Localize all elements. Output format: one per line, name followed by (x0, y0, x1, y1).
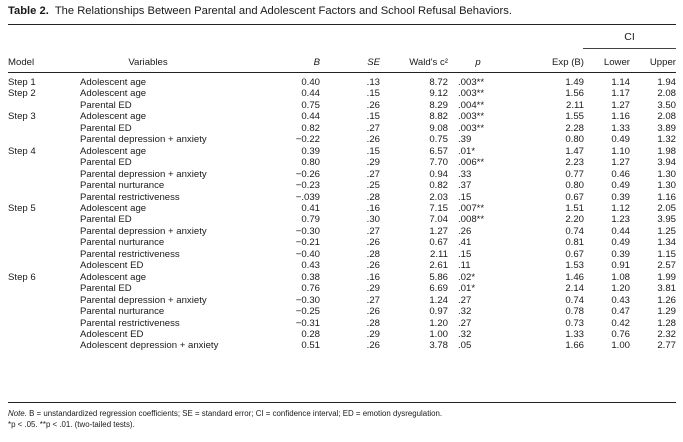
table-body (8, 77, 676, 352)
cell-expb: 0.74 (565, 294, 584, 306)
cell-b: −0.26 (295, 168, 320, 180)
cell-model: Step 4 (8, 145, 36, 157)
cell-expb: 0.78 (565, 306, 584, 318)
cell-p: .41 (458, 237, 472, 249)
cell-lower: 0.42 (611, 317, 630, 329)
cell-b: 0.80 (301, 157, 320, 169)
note-line-2: *p < .05. **p < .01. (two-tailed tests). (8, 420, 135, 429)
cell-expb: 1.66 (565, 340, 584, 352)
cell-upper: 2.08 (657, 88, 676, 100)
table-row (8, 318, 676, 329)
cell-model: Step 1 (8, 77, 36, 88)
cell-variable: Parental restrictiveness (80, 191, 180, 203)
cell-b: −0.40 (295, 248, 320, 260)
cell-variable: Parental ED (80, 283, 132, 295)
table-row (8, 295, 676, 306)
cell-p: .008** (458, 214, 485, 226)
cell-wald: 0.67 (429, 237, 448, 249)
cell-lower: 1.27 (611, 99, 630, 111)
col-lower: Lower (603, 56, 630, 68)
cell-wald: 6.57 (429, 145, 448, 157)
cell-model (8, 329, 80, 340)
cell-wald: 1.27 (429, 225, 448, 237)
cell-se: .15 (366, 88, 380, 100)
cell-b: −0.21 (295, 237, 320, 249)
cell-wald: 1.24 (429, 294, 448, 306)
cell-model (8, 169, 80, 180)
cell-model (8, 249, 80, 260)
cell-b: −0.25 (295, 306, 320, 318)
cell-wald: 5.86 (429, 271, 448, 283)
cell-upper: 1.34 (657, 237, 676, 249)
cell-b: −0.30 (295, 225, 320, 237)
cell-upper: 1.98 (657, 145, 676, 157)
cell-se: .26 (366, 134, 380, 146)
cell-se: .16 (366, 271, 380, 283)
cell-se: .16 (366, 202, 380, 214)
cell-lower: 0.49 (611, 237, 630, 249)
table-row (8, 226, 676, 237)
cell-model (8, 134, 80, 145)
cell-b: 0.39 (301, 145, 320, 157)
cell-expb: 2.14 (565, 283, 584, 295)
cell-upper: 3.95 (657, 214, 676, 226)
cell-b: 0.82 (301, 122, 320, 134)
cell-model (8, 157, 80, 168)
cell-upper: 1.94 (657, 77, 676, 88)
cell-p: .39 (458, 134, 472, 146)
cell-lower: 1.23 (611, 214, 630, 226)
cell-upper: 3.89 (657, 122, 676, 134)
cell-upper: 2.77 (657, 340, 676, 352)
cell-upper: 1.30 (657, 168, 676, 180)
cell-variable: Parental nurturance (80, 306, 165, 318)
cell-lower: 1.12 (611, 202, 630, 214)
cell-expb: 0.73 (565, 317, 584, 329)
cell-expb: 0.80 (565, 180, 584, 192)
table-row (8, 203, 676, 214)
cell-upper: 1.15 (657, 248, 676, 260)
cell-model (8, 318, 80, 329)
cell-wald: 8.82 (429, 111, 448, 123)
cell-model: Step 6 (8, 271, 36, 283)
cell-se: .29 (366, 328, 380, 340)
cell-p: .05 (458, 340, 472, 352)
cell-upper: 2.05 (657, 202, 676, 214)
cell-b: 0.28 (301, 328, 320, 340)
cell-se: .29 (366, 283, 380, 295)
cell-upper: 2.08 (657, 111, 676, 123)
cell-b: 0.79 (301, 214, 320, 226)
cell-lower: 0.39 (611, 248, 630, 260)
cell-expb: 1.46 (565, 271, 584, 283)
cell-variable: Parental restrictiveness (80, 317, 180, 329)
cell-p: .004** (458, 99, 485, 111)
cell-b: −0.31 (295, 317, 320, 329)
cell-b: 0.75 (301, 99, 320, 111)
table-row (8, 157, 676, 168)
cell-lower: 1.17 (611, 88, 630, 100)
cell-variable: Adolescent age (80, 88, 147, 100)
cell-variable: Parental depression + anxiety (80, 225, 207, 237)
results-table (8, 53, 676, 352)
cell-wald: 1.20 (429, 317, 448, 329)
cell-lower: 0.49 (611, 134, 630, 146)
cell-variable: Parental depression + anxiety (80, 294, 207, 306)
cell-model (8, 100, 80, 111)
cell-wald: 0.97 (429, 306, 448, 318)
cell-p: .15 (458, 248, 472, 260)
col-se: SE (367, 56, 380, 68)
cell-variable: Parental depression + anxiety (80, 168, 207, 180)
cell-p: .32 (458, 328, 472, 340)
col-model: Model (8, 56, 35, 68)
cell-upper: 2.57 (657, 260, 676, 272)
cell-p: .15 (458, 191, 472, 203)
cell-expb: 0.67 (565, 191, 584, 203)
note-line-1 (8, 408, 442, 419)
cell-wald: 2.61 (429, 260, 448, 272)
cell-wald: 2.03 (429, 191, 448, 203)
table-row (8, 306, 676, 317)
cell-wald: 6.69 (429, 283, 448, 295)
cell-se: .26 (366, 99, 380, 111)
cell-p: .003** (458, 111, 485, 123)
cell-wald: 0.82 (429, 180, 448, 192)
cell-expb: 0.80 (565, 134, 584, 146)
cell-se: .28 (366, 191, 380, 203)
cell-expb: 0.67 (565, 248, 584, 260)
cell-lower: 0.39 (611, 191, 630, 203)
table-row (8, 283, 676, 294)
cell-lower: 1.16 (611, 111, 630, 123)
cell-variable: Adolescent depression + anxiety (80, 340, 219, 352)
cell-lower: 0.76 (611, 328, 630, 340)
col-upper: Upper (649, 56, 676, 68)
cell-wald: 9.12 (429, 88, 448, 100)
table-row (8, 100, 676, 111)
cell-se: .28 (366, 248, 380, 260)
cell-wald: 7.15 (429, 202, 448, 214)
cell-se: .27 (366, 168, 380, 180)
cell-lower: 1.14 (611, 77, 630, 88)
cell-wald: 9.08 (429, 122, 448, 134)
cell-variable: Parental ED (80, 157, 132, 169)
col-p: p (475, 56, 481, 68)
cell-p: .006** (458, 157, 485, 169)
bottom-rule (8, 402, 676, 403)
cell-expb: 2.11 (566, 99, 584, 111)
cell-se: .13 (366, 77, 380, 88)
table-row (8, 329, 676, 340)
cell-expb: 0.77 (565, 168, 584, 180)
cell-model (8, 283, 80, 294)
cell-variable: Parental restrictiveness (80, 248, 180, 260)
cell-wald: 8.29 (429, 99, 448, 111)
cell-model (8, 192, 80, 203)
cell-model (8, 260, 80, 271)
col-wald: Wald's c² (409, 56, 448, 68)
cell-lower: 0.44 (611, 225, 630, 237)
table-title (8, 5, 512, 17)
cell-variable: Parental ED (80, 122, 132, 134)
cell-b: 0.41 (301, 202, 320, 214)
cell-variable: Adolescent age (80, 202, 147, 214)
cell-b: −0.30 (295, 294, 320, 306)
cell-lower: 0.49 (611, 180, 630, 192)
table-row (8, 192, 676, 203)
cell-se: .30 (366, 214, 380, 226)
cell-upper: 1.28 (657, 317, 676, 329)
table-note (8, 408, 442, 430)
cell-expb: 1.33 (565, 328, 584, 340)
cell-b: 0.51 (301, 340, 320, 352)
cell-se: .15 (366, 111, 380, 123)
cell-p: .32 (458, 306, 472, 318)
table-row (8, 169, 676, 180)
cell-b: 0.38 (301, 271, 320, 283)
table-label: Table 2. (8, 5, 49, 17)
cell-upper: 1.29 (657, 306, 676, 318)
cell-se: .29 (366, 157, 380, 169)
note-definitions: B = unstandardized regression coefficients; SE = standard error; CI = confidence interval; ED = emotion dysregulation. (29, 409, 443, 418)
cell-model: Step 3 (8, 111, 36, 123)
table-row (8, 249, 676, 260)
cell-model: Step 5 (8, 202, 36, 214)
cell-upper: 1.99 (657, 271, 676, 283)
cell-se: .27 (366, 294, 380, 306)
cell-wald: 0.75 (429, 134, 448, 146)
cell-upper: 2.32 (657, 328, 676, 340)
table-row (8, 77, 676, 88)
table-row (8, 123, 676, 134)
cell-wald: 1.00 (429, 328, 448, 340)
cell-se: .26 (366, 306, 380, 318)
cell-variable: Parental ED (80, 99, 132, 111)
cell-p: .003** (458, 88, 485, 100)
col-variables: Variables (128, 56, 168, 68)
cell-b: 0.44 (301, 111, 320, 123)
cell-lower: 1.00 (611, 340, 630, 352)
cell-variable: Adolescent age (80, 271, 147, 283)
cell-upper: 3.81 (657, 283, 676, 295)
cell-lower: 1.33 (611, 122, 630, 134)
cell-upper: 1.32 (657, 134, 676, 146)
table-caption: The Relationships Between Parental and Adolescent Factors and School Refusal Behaviors. (54, 5, 512, 17)
cell-model (8, 295, 80, 306)
table-row (8, 340, 676, 351)
cell-se: .27 (366, 122, 380, 134)
cell-p: .01* (458, 283, 476, 295)
cell-upper: 1.30 (657, 180, 676, 192)
cell-p: .27 (458, 294, 472, 306)
cell-model (8, 214, 80, 225)
cell-expb: 1.55 (565, 111, 584, 123)
table-row (8, 111, 676, 122)
cell-model (8, 237, 80, 248)
table-row (8, 88, 676, 99)
cell-wald: 0.94 (429, 168, 448, 180)
cell-p: .26 (458, 225, 472, 237)
cell-b: 0.44 (301, 88, 320, 100)
cell-lower: 1.20 (611, 283, 630, 295)
cell-expb: 0.81 (565, 237, 584, 249)
cell-model (8, 306, 80, 317)
cell-lower: 1.27 (611, 157, 630, 169)
cell-lower: 0.91 (611, 260, 630, 272)
cell-lower: 0.43 (611, 294, 630, 306)
cell-upper: 1.26 (657, 294, 676, 306)
cell-lower: 1.10 (611, 145, 630, 157)
col-expb: Exp (B) (552, 56, 584, 68)
cell-variable: Parental nurturance (80, 180, 165, 192)
cell-b: −.039 (295, 191, 320, 203)
cell-variable: Adolescent age (80, 145, 147, 157)
cell-upper: 3.50 (657, 99, 676, 111)
cell-lower: 0.46 (611, 168, 630, 180)
cell-upper: 3.94 (657, 157, 676, 169)
table-row (8, 260, 676, 271)
cell-variable: Adolescent ED (80, 260, 144, 272)
cell-p: .02* (458, 271, 476, 283)
table-row (8, 237, 676, 248)
cell-p: .37 (458, 180, 472, 192)
cell-expb: 2.28 (565, 122, 584, 134)
cell-lower: 1.08 (611, 271, 630, 283)
cell-p: .11 (458, 260, 471, 272)
cell-expb: 1.53 (565, 260, 584, 272)
cell-b: 0.76 (301, 283, 320, 295)
cell-se: .25 (366, 180, 380, 192)
ci-group-header: CI (624, 31, 635, 43)
cell-expb: 1.47 (565, 145, 584, 157)
cell-expb: 1.51 (565, 202, 584, 214)
cell-b: −0.23 (295, 180, 320, 192)
cell-p: .27 (458, 317, 472, 329)
cell-model (8, 340, 80, 351)
top-rule (8, 24, 676, 25)
table-row (8, 214, 676, 225)
cell-wald: 3.78 (429, 340, 448, 352)
cell-upper: 1.25 (657, 225, 676, 237)
cell-p: .01* (458, 145, 476, 157)
cell-variable: Parental ED (80, 214, 132, 226)
table-row (8, 180, 676, 191)
col-b: B (313, 56, 320, 68)
cell-variable: Parental depression + anxiety (80, 134, 207, 146)
cell-p: .007** (458, 202, 485, 214)
cell-model: Step 2 (8, 88, 36, 100)
cell-model (8, 180, 80, 191)
cell-lower: 0.47 (611, 306, 630, 318)
cell-variable: Parental nurturance (80, 237, 165, 249)
note-label: Note. (8, 409, 27, 418)
cell-expb: 2.20 (565, 214, 584, 226)
cell-model (8, 123, 80, 134)
cell-wald: 7.04 (429, 214, 448, 226)
cell-variable: Adolescent age (80, 111, 147, 123)
cell-se: .28 (366, 317, 380, 329)
header-row (8, 53, 676, 71)
cell-se: .15 (366, 145, 380, 157)
cell-p: .003** (458, 77, 485, 88)
cell-se: .26 (366, 340, 380, 352)
cell-se: .27 (366, 225, 380, 237)
cell-wald: 8.72 (429, 77, 448, 88)
cell-b: 0.40 (301, 77, 320, 88)
cell-b: −0.22 (295, 134, 320, 146)
cell-wald: 2.11 (430, 248, 448, 260)
cell-p: .33 (458, 168, 472, 180)
table-row (8, 146, 676, 157)
cell-se: .26 (366, 237, 380, 249)
cell-model (8, 226, 80, 237)
cell-p: .003** (458, 122, 485, 134)
cell-upper: 1.16 (657, 191, 676, 203)
cell-wald: 7.70 (429, 157, 448, 169)
cell-variable: Adolescent age (80, 77, 147, 88)
cell-se: .26 (366, 260, 380, 272)
cell-expb: 2.23 (565, 157, 584, 169)
cell-expb: 0.74 (565, 225, 584, 237)
table-row (8, 134, 676, 145)
cell-expb: 1.49 (565, 77, 584, 88)
cell-expb: 1.56 (565, 88, 584, 100)
cell-b: 0.43 (301, 260, 320, 272)
table-row (8, 272, 676, 283)
ci-rule (583, 48, 676, 49)
cell-variable: Adolescent ED (80, 328, 144, 340)
